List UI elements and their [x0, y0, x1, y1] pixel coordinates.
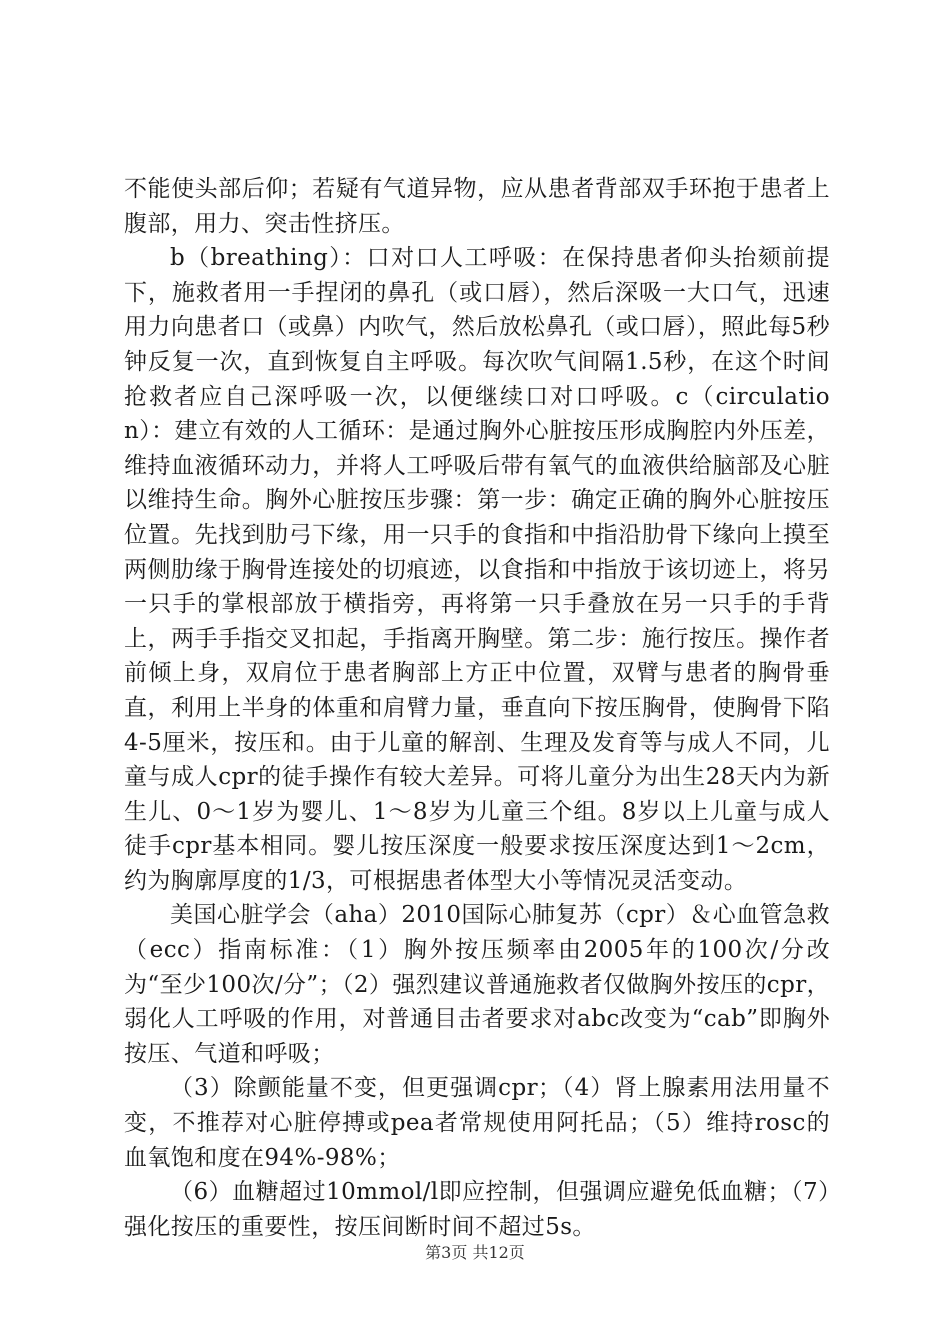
- paragraph-aha-guidelines: 美国心脏学会（aha）2010国际心肺复苏（cpr）＆心血管急救（ecc）指南标准：（1）胸外按压频率由2005年的100次/分改为“至少100次/分”；（2）强烈建议普通施救者仅做胸外按压的cpr，弱化人工呼吸的作用，对普通目击者要求对abc改变为“cab”即胸外按压、气道和呼吸；: [124, 902, 830, 1067]
- paragraph-breathing-circulation: b（breathing）：口对口人工呼吸：在保持患者仰头抬颏前提下，施救者用一手捏闭的鼻孔（或口唇），然后深吸一大口气，迅速用力向患者口（或鼻）内吹气，然后放松鼻孔（或口唇），照此每5秒钟反复一次，直到恢复自主呼吸。每次吹气间隔1.5秒，在这个时间抢救者应自己深呼吸一次，以便继续口对口呼吸。c（circulation）：建立有效的人工循环：是通过胸外心脏按压形成胸腔内外压差，维持血液循环动力，并将人工呼吸后带有氧气的血液供给脑部及心脏以维持生命。胸外心脏按压步骤：第一步：确定正确的胸外心脏按压位置。先找到肋弓下缘，用一只手的食指和中指沿肋骨下缘向上摸至两侧肋缘于胸骨连接处的切痕迹，以食指和中指放于该切迹上，将另一只手的掌根部放于横指旁，再将第一只手叠放在另一只手的手背上，两手手指交叉扣起，手指离开胸壁。第二步：施行按压。操作者前倾上身，双肩位于患者胸部上方正中位置，双臂与患者的胸骨垂直，利用上半身的体重和肩臂力量，垂直向下按压胸骨，使胸骨下陷4-5厘米，按压和。由于儿童的解剖、生理及发育等与成人不同，儿童与成人cpr的徒手操作有较大差异。可将儿童分为出生28天内为新生儿、0～1岁为婴儿、1～8岁为儿童三个组。8岁以上儿童与成人徒手cpr基本相同。婴儿按压深度一般要求按压深度达到1～2cm，约为胸廓厚度的1/3，可根据患者体型大小等情况灵活变动。: [124, 245, 830, 894]
- page-number-footer: 第3页 共12页: [425, 1243, 525, 1262]
- paragraph-guideline-6-7: （6）血糖超过10mmol/l即应控制，但强调应避免低血糖；（7）强化按压的重要性，按压间断时间不超过5s。: [124, 1179, 830, 1240]
- paragraph-guideline-3-5: （3）除颤能量不变，但更强调cpr；（4）肾上腺素用法用量不变，不推荐对心脏停搏或pea者常规使用阿托品；（5）维持rosc的血氧饱和度在94%-98%；: [124, 1075, 830, 1171]
- paragraph-continuation: 不能使头部后仰；若疑有气道异物，应从患者背部双手环抱于患者上腹部，用力、突击性挤压。: [124, 176, 830, 237]
- document-body: [124, 172, 830, 1244]
